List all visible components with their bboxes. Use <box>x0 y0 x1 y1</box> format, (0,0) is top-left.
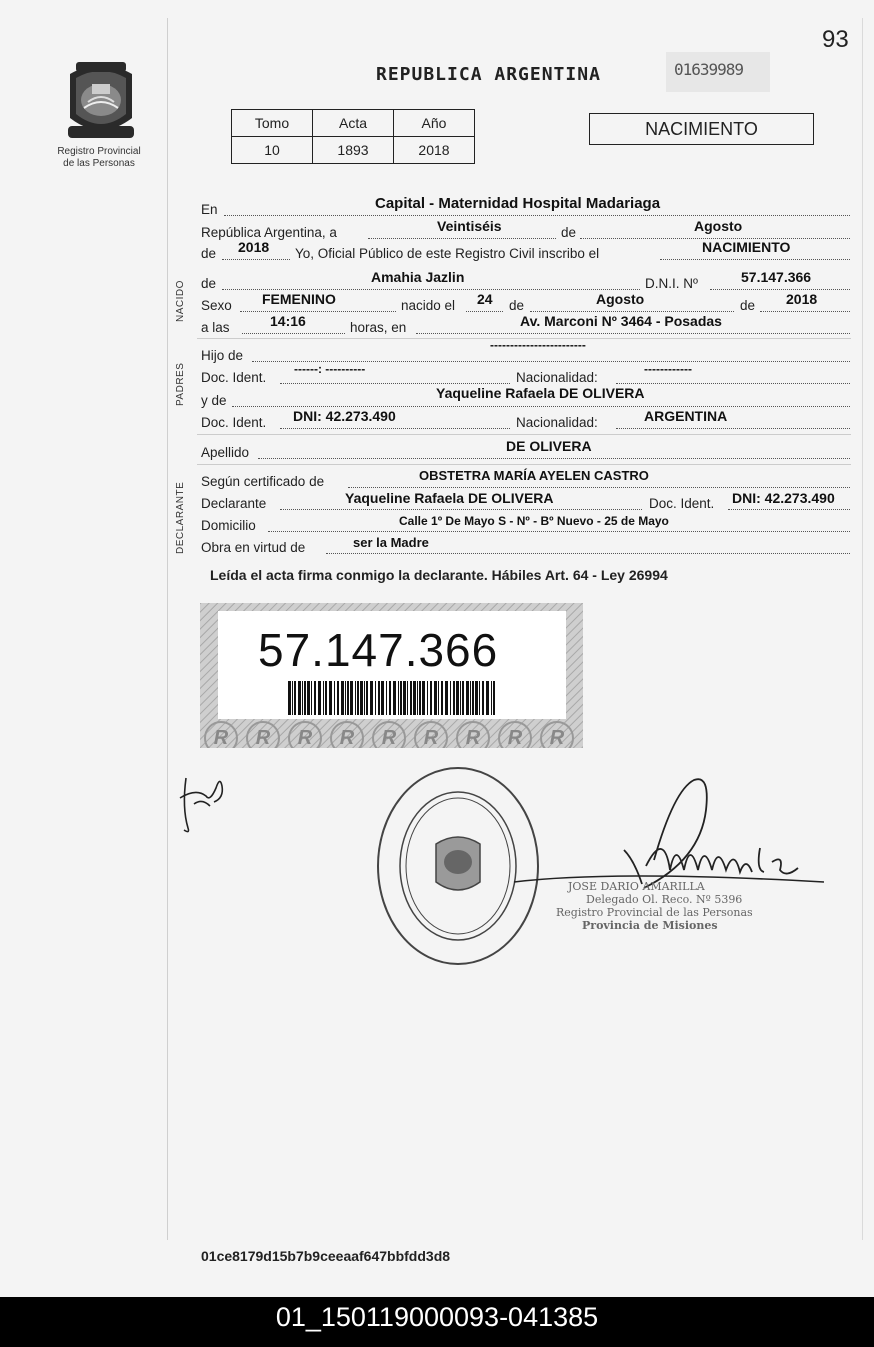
barcode-bar <box>434 681 437 715</box>
obra-value: ser la Madre <box>353 535 429 550</box>
label-de-year: de <box>201 246 217 261</box>
barcode-bar <box>386 681 387 715</box>
label-nacionalidad: Nacionalidad: <box>516 370 598 385</box>
barcode-bar <box>482 681 484 715</box>
pattern-r-icon: R <box>372 721 406 748</box>
barcode-bar <box>357 681 359 715</box>
birth-year-value: 2018 <box>786 291 818 307</box>
ticket-label-area <box>218 611 566 719</box>
barcode-bar <box>486 681 489 715</box>
anio-header: Año <box>394 110 475 137</box>
barcode-bar <box>403 681 406 715</box>
barcode-bar <box>364 681 365 715</box>
right-margin-line <box>862 18 863 1240</box>
birth-month-value: Agosto <box>596 291 645 307</box>
barcode-bar <box>470 681 471 715</box>
logo-caption <box>36 146 162 170</box>
barcode-bar <box>460 681 461 715</box>
barcode-bar <box>378 681 380 715</box>
barcode-bar <box>337 681 339 715</box>
barcode-bar <box>292 681 293 715</box>
barcode-bar <box>453 681 455 715</box>
pattern-r-icon: R <box>246 721 280 748</box>
place-value: Capital - Maternidad Hospital Madariaga <box>375 195 661 212</box>
dni-value: 57.147.366 <box>741 269 812 285</box>
barcode-bar <box>456 681 459 715</box>
barcode-bar <box>314 681 316 715</box>
barcode-bar <box>345 681 346 715</box>
document-type-box: NACIMIENTO <box>589 113 814 145</box>
day-value: Veintiséis <box>437 218 502 234</box>
barcode-bar <box>450 681 451 715</box>
birth-day-value: 24 <box>477 291 493 307</box>
barcode-bar <box>417 681 418 715</box>
surname-value: DE OLIVERA <box>506 438 592 454</box>
pattern-r-icon: R <box>540 721 574 748</box>
anio-value: 2018 <box>394 137 475 164</box>
label-republica: República Argentina, a <box>201 225 337 240</box>
label-a-las: a las <box>201 320 230 335</box>
label-nacido-el: nacido el <box>401 298 456 313</box>
birth-place-value: Av. Marconi Nº 3464 - Posadas <box>520 313 722 329</box>
barcode-bar <box>475 681 478 715</box>
barcode-bar <box>355 681 356 715</box>
barcode-bar <box>307 681 310 715</box>
pattern-r-icon: R <box>204 721 238 748</box>
dni-ticket <box>200 603 583 748</box>
label-doc-ident3: Doc. Ident. <box>649 496 715 511</box>
barcode-bar <box>323 681 324 715</box>
barcode-bar <box>422 681 425 715</box>
barcode-bar <box>472 681 474 715</box>
barcode-bar <box>304 681 306 715</box>
barcode-bar <box>381 681 384 715</box>
label-hijo-de: Hijo de <box>201 348 244 363</box>
pattern-r-icon: R <box>330 721 364 748</box>
ticket-number: 57.147.366 <box>258 624 499 676</box>
barcode-bar <box>438 681 439 715</box>
barcode-bar <box>325 681 327 715</box>
left-margin-line <box>167 18 168 1240</box>
officer-registry: Registro Provincial de las Personas <box>556 906 753 919</box>
label-doc-ident: Doc. Ident. <box>201 370 267 385</box>
side-label-declarante: DECLARANTE <box>175 481 186 554</box>
barcode-bar <box>398 681 399 715</box>
section-separator <box>197 434 851 435</box>
barcode-bar <box>493 681 495 715</box>
footer-code: 01_150119000093-041385 <box>275 1302 599 1332</box>
barcode-bar <box>410 681 412 715</box>
barcode-bar <box>419 681 421 715</box>
document-title: REPUBLICA ARGENTINA <box>376 64 601 85</box>
mother-doc-value: DNI: 42.273.490 <box>293 408 396 424</box>
label-y-de: y de <box>201 393 227 408</box>
officer-name: JOSE DARIO AMARILLA <box>568 880 705 893</box>
barcode-bar <box>400 681 402 715</box>
barcode-bar <box>294 681 296 715</box>
barcode-bar <box>302 681 303 715</box>
officer-stamp-text <box>556 880 753 932</box>
label-yo: Yo, Oficial Público de este Registro Civil inscribo el <box>295 246 600 261</box>
barcode-bar <box>350 681 353 715</box>
label-de-name: de <box>201 276 217 291</box>
barcode-bar <box>311 681 312 715</box>
barcode <box>288 681 498 715</box>
barcode-bar <box>298 681 301 715</box>
declarant-doc-value: DNI: 42.273.490 <box>732 490 835 506</box>
barcode-bar <box>375 681 376 715</box>
barcode-bar <box>427 681 428 715</box>
pattern-r-icon: R <box>498 721 532 748</box>
label-declarante: Declarante <box>201 496 267 511</box>
barcode-bar <box>413 681 416 715</box>
address-value: Calle 1º De Mayo S - Nº - Bº Nuevo - 25 de Mayo <box>399 514 669 528</box>
father-value: ------------------------ <box>490 338 586 352</box>
book-reference-table <box>231 109 475 164</box>
side-label-padres: PADRES <box>175 362 186 406</box>
label-dni: D.N.I. Nº <box>645 276 698 291</box>
pattern-r-icon: R <box>456 721 490 748</box>
serial-number: 01639989 <box>674 60 744 79</box>
officer-province: Provincia de Misiones <box>582 919 718 932</box>
acta-header: Acta <box>313 110 394 137</box>
label-apellido: Apellido <box>201 445 250 460</box>
barcode-bar <box>441 681 443 715</box>
barcode-bar <box>334 681 335 715</box>
time-value: 14:16 <box>270 313 306 329</box>
declarant-signature <box>176 768 228 838</box>
label-obra: Obra en virtud de <box>201 540 306 555</box>
barcode-bar <box>370 681 373 715</box>
barcode-bar <box>366 681 368 715</box>
barcode-bar <box>430 681 432 715</box>
father-doc-value: ------: ---------- <box>294 362 366 376</box>
logo-caption-line1: Registro Provincial <box>57 146 141 157</box>
certificate-value: OBSTETRA MARÍA AYELEN CASTRO <box>419 468 649 483</box>
barcode-bar <box>318 681 321 715</box>
officer-role: Delegado Ol. Reco. Nº 5396 <box>586 893 743 906</box>
mother-value: Yaqueline Rafaela DE OLIVERA <box>436 385 645 401</box>
document-hash: 01ce8179d15b7b9ceeaaf647bbfdd3d8 <box>201 1248 451 1264</box>
label-nacionalidad2: Nacionalidad: <box>516 415 598 430</box>
section-separator <box>197 464 851 465</box>
label-domicilio: Domicilio <box>201 518 256 533</box>
barcode-bar <box>393 681 396 715</box>
side-label-nacido: NACIDO <box>175 280 186 322</box>
page-number: 93 <box>822 26 849 53</box>
act-type-value: NACIMIENTO <box>702 239 791 255</box>
barcode-bar <box>341 681 344 715</box>
label-de3: de <box>740 298 756 313</box>
tomo-value: 10 <box>232 137 313 164</box>
logo-caption-line2: de las Personas <box>63 158 135 169</box>
barcode-bar <box>466 681 469 715</box>
barcode-bar <box>491 681 492 715</box>
label-segun: Según certificado de <box>201 474 325 489</box>
barcode-bar <box>360 681 363 715</box>
month-value: Agosto <box>694 218 743 234</box>
label-sexo: Sexo <box>201 298 232 313</box>
tomo-header: Tomo <box>232 110 313 137</box>
barcode-bar <box>288 681 291 715</box>
pattern-r-icon: R <box>414 721 448 748</box>
footer-code-bar <box>0 1297 874 1347</box>
declarant-value: Yaqueline Rafaela DE OLIVERA <box>345 490 554 506</box>
label-en: En <box>201 202 218 217</box>
barcode-bar <box>329 681 332 715</box>
barcode-bar <box>479 681 480 715</box>
year-value: 2018 <box>238 239 270 255</box>
label-de2: de <box>509 298 525 313</box>
acta-value: 1893 <box>313 137 394 164</box>
father-nat-value: ------------ <box>644 362 692 376</box>
barcode-bar <box>389 681 391 715</box>
label-horas: horas, en <box>350 320 407 335</box>
barcode-bar <box>407 681 408 715</box>
barcode-bar <box>445 681 448 715</box>
province-seal-logo <box>62 56 140 142</box>
label-doc-ident2: Doc. Ident. <box>201 415 267 430</box>
barcode-bar <box>462 681 464 715</box>
pattern-r-icon: R <box>288 721 322 748</box>
mother-nat-value: ARGENTINA <box>644 408 728 424</box>
closing-statement: Leída el acta firma conmigo la declarante. Hábiles Art. 64 - Ley 26994 <box>210 567 668 583</box>
sex-value: FEMENINO <box>262 291 336 307</box>
label-de: de <box>561 225 577 240</box>
name-value: Amahia Jazlin <box>371 269 465 285</box>
barcode-bar <box>347 681 349 715</box>
